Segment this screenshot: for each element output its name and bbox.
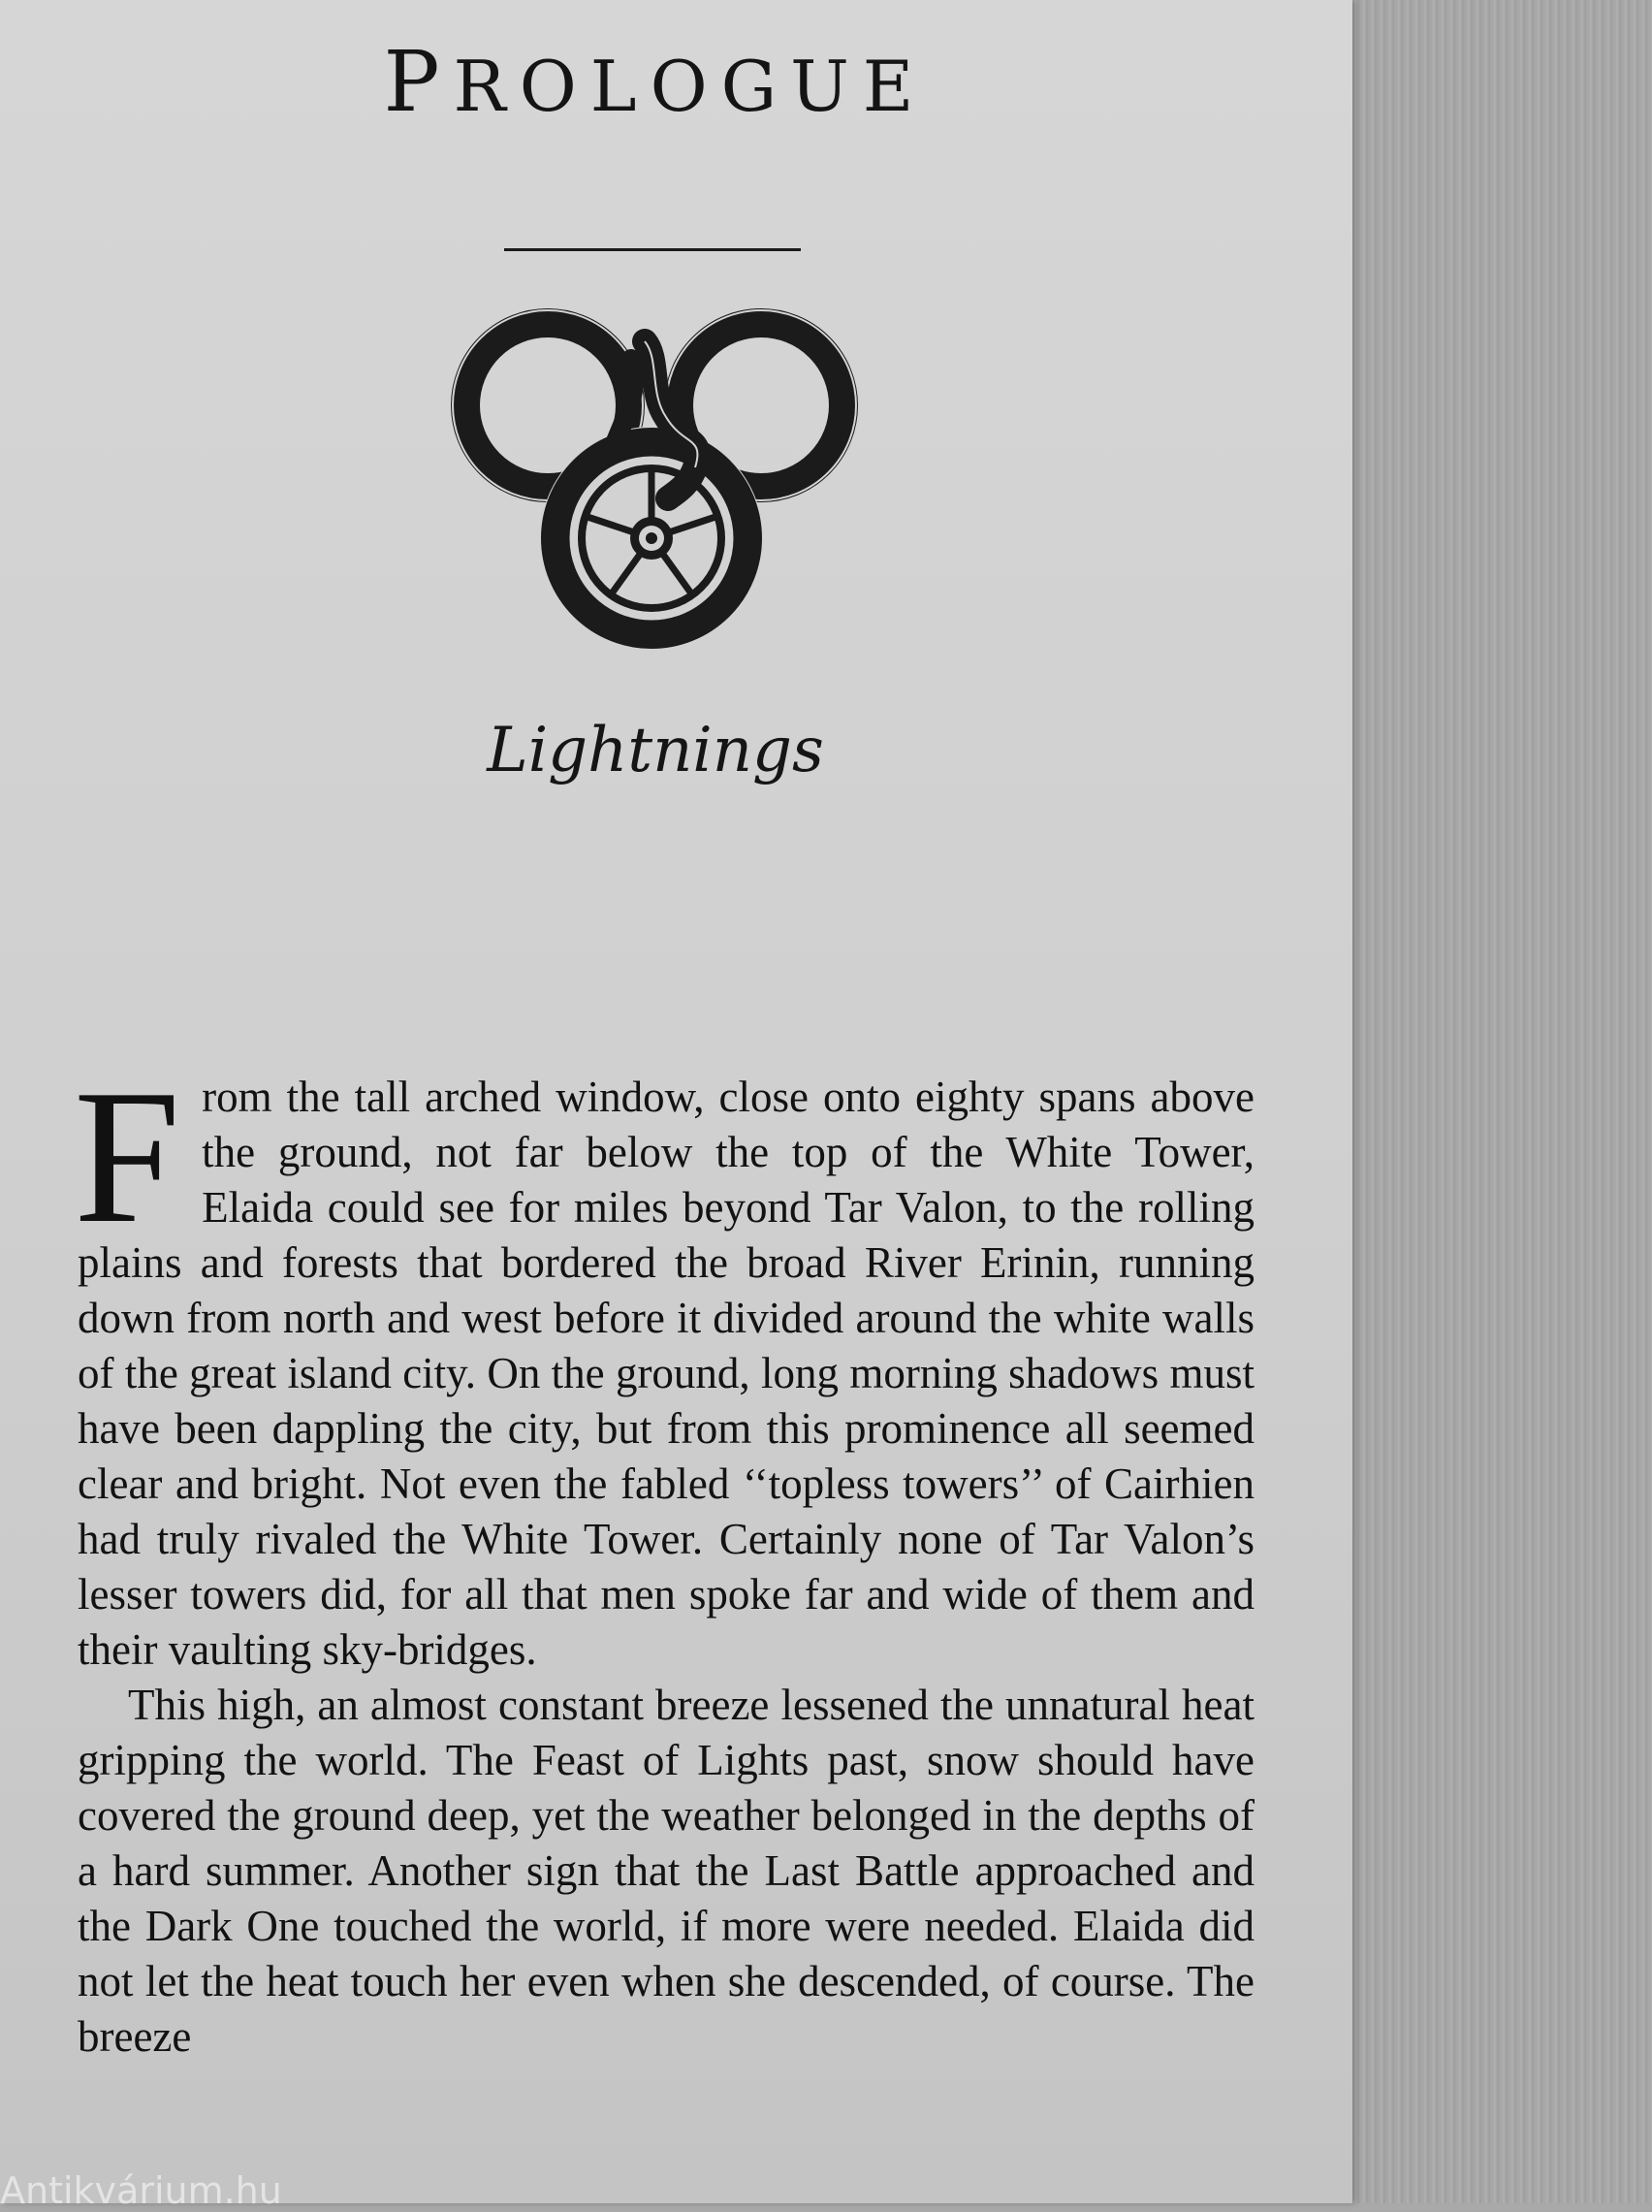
paragraph-1-text: rom the tall arched window, close onto eighty spans above the ground, not far below the top of the White Tower, Elaida could see for miles beyond Tar Valon, to the rolling plains and forests that bordered the broad River Erinin, running down from north and west before it divided around the white walls of the great island city. On the ground, long morning shadows must have been dappling the city, but from this prominence all seemed clear and bright. Not even the fabled ‘‘topless towers’’ of Cairhien had truly rivaled the White Tower. Certainly none of Tar Valon’s lesser towers did, for all that men spoke far and wide of them and their vaulting sky-bridges.	[78, 1073, 1255, 1674]
body-text	[74, 1050, 1255, 2065]
chapter-title: Lightnings	[487, 715, 824, 786]
wheel-and-serpent-rings-icon	[451, 301, 858, 681]
title-divider-rule	[504, 248, 801, 251]
paragraph-1	[74, 1050, 1255, 1678]
page-title-rest: ROLOGUE	[453, 46, 928, 127]
watermark: Antikvárium.hu	[0, 2169, 282, 2212]
page-title-initial: P	[383, 34, 454, 131]
drop-cap: F	[74, 1050, 181, 1263]
page-title	[0, 34, 1311, 131]
paragraph-2: This high, an almost constant breeze lessened the unnatural heat gripping the world. The Feast of Lights past, snow should have covered the ground deep, yet the weather belonged in the depths of a hard summer. Another sign that the Last Battle approached and the Dark One touched the world, if more were needed. Elaida did not let the heat touch her even when she descended, of course. The breeze	[78, 1681, 1255, 2061]
